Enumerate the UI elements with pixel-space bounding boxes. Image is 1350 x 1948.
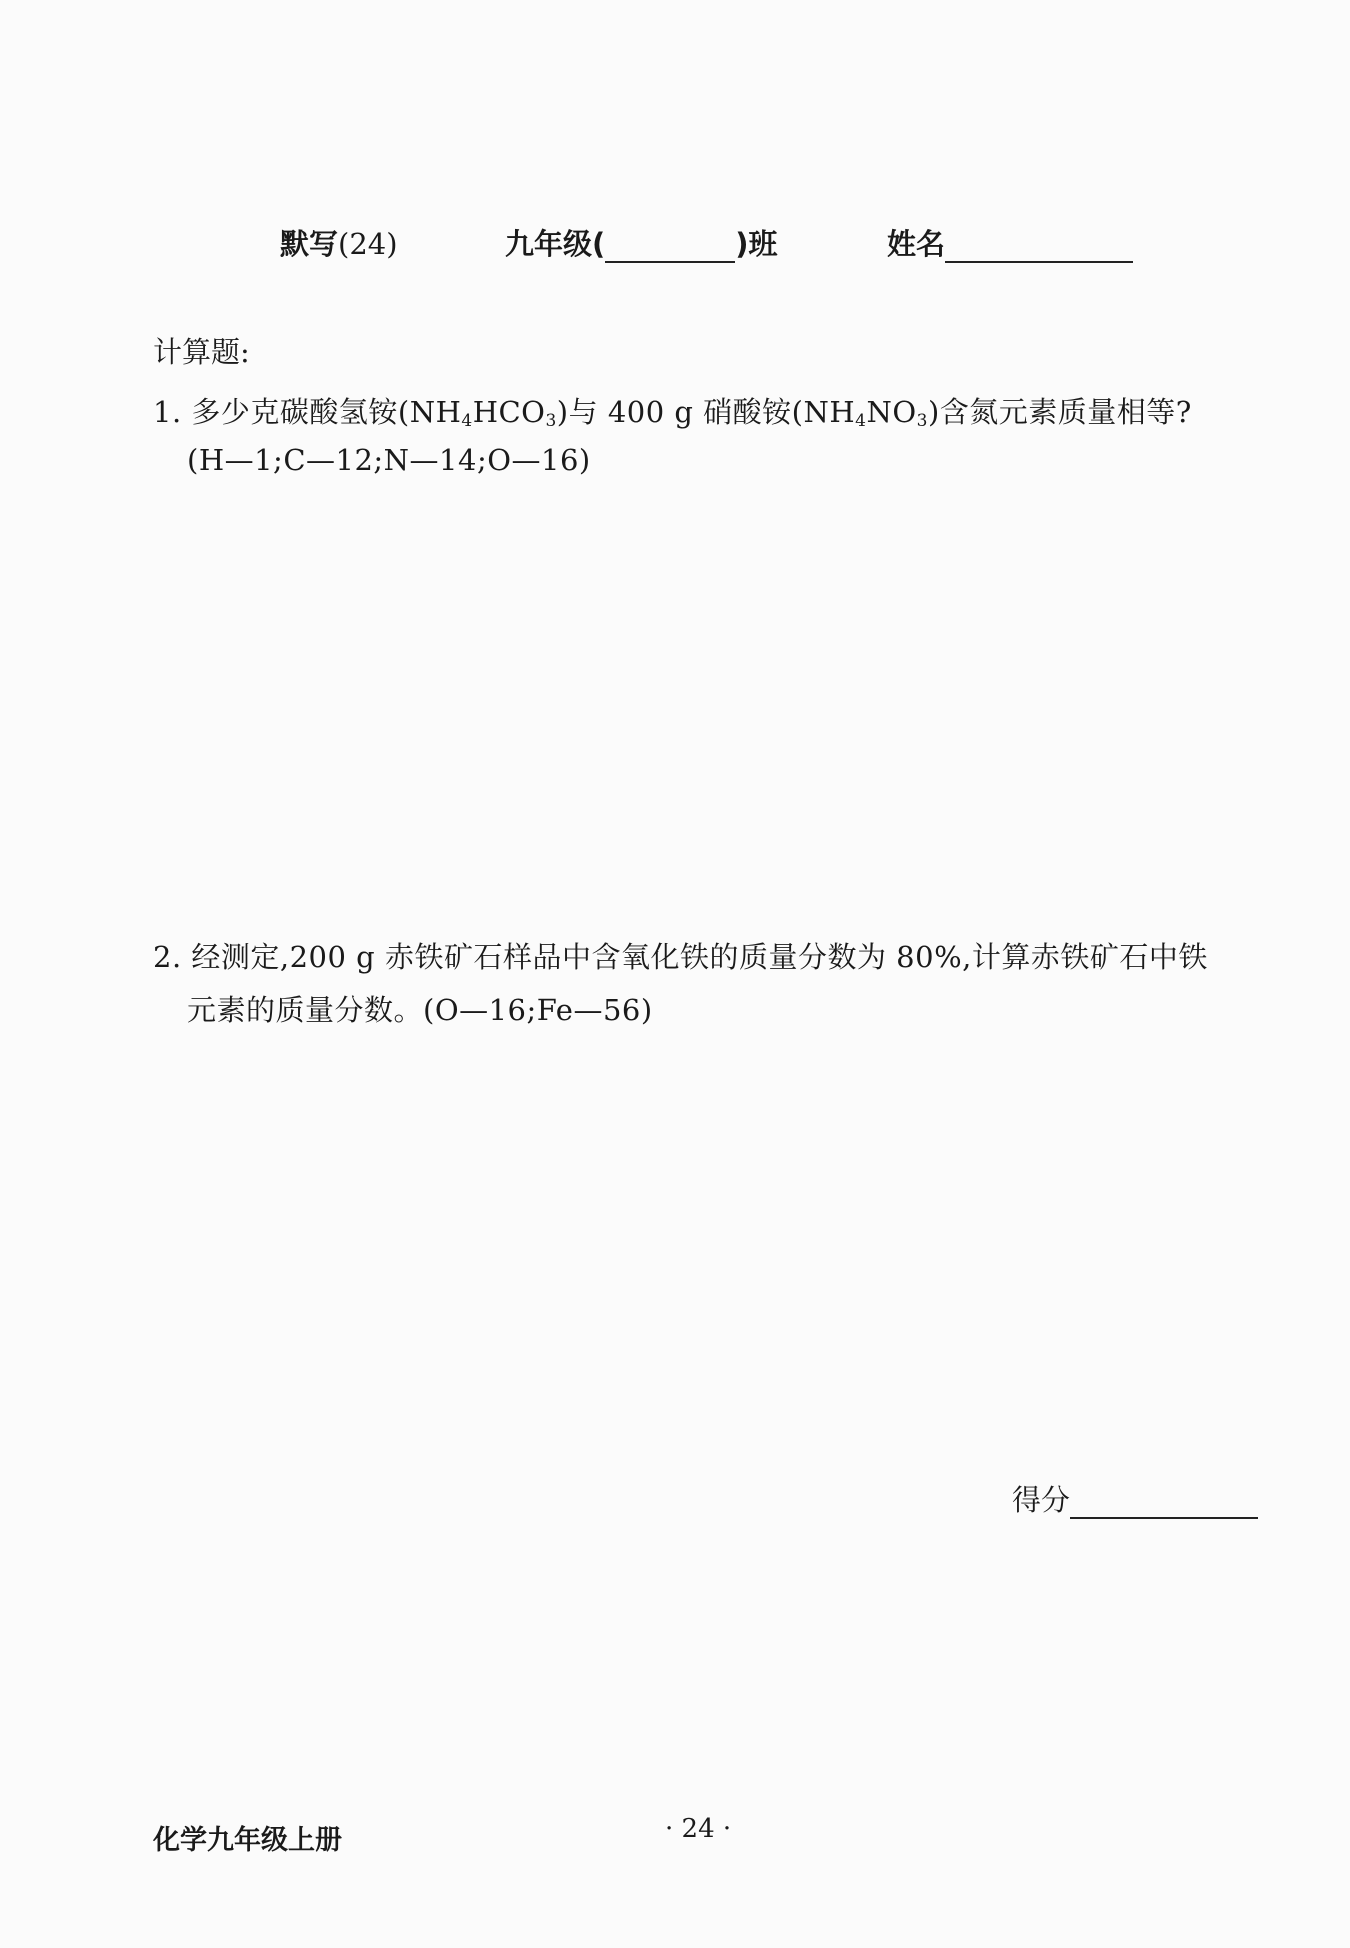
book-title: 化学九年级上册 bbox=[153, 1825, 342, 1856]
name-blank bbox=[945, 233, 1133, 263]
class-blank bbox=[605, 233, 735, 263]
question-2-line-1: 2. 经测定,200 g 赤铁矿石样品中含氧化铁的质量分数为 80%,计算赤铁矿石中铁 bbox=[153, 940, 1208, 974]
page-number: · 24 · bbox=[665, 1814, 732, 1844]
question-1-line-1: 1. 多少克碳酸氢铵$(NH_4HCO_3)$与 400 g 硝酸铵$(NH_4NO_3)$含氮元素质量相等? bbox=[153, 395, 1192, 431]
question-1-line-2: (H—1;C—12;N—14;O—16) bbox=[187, 443, 591, 477]
worksheet-title: 默写(24) bbox=[280, 227, 398, 261]
header-row bbox=[0, 222, 1350, 272]
question-2-line-2: 元素的质量分数。(O—16;Fe—56) bbox=[187, 993, 653, 1027]
section-title: 计算题: bbox=[153, 335, 250, 369]
score-blank bbox=[1070, 1489, 1258, 1519]
class-field: 九年级( )班 bbox=[505, 227, 778, 261]
score-field: 得分 bbox=[1012, 1478, 1258, 1519]
name-field: 姓名 bbox=[887, 222, 1133, 263]
